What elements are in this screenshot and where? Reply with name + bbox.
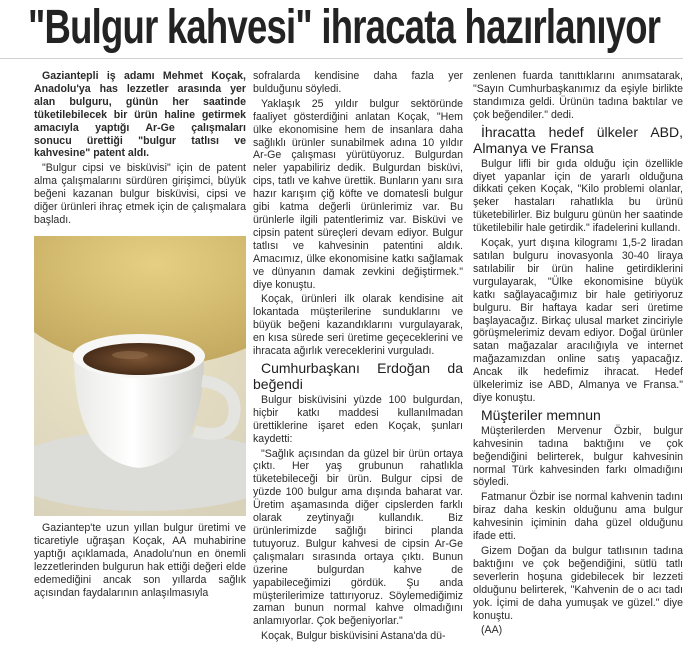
- coffee-surface: [83, 343, 195, 375]
- subheading: Müşteriler memnun: [481, 406, 601, 423]
- headline-banner: [0, 0, 683, 59]
- paragraph: Koçak, ürünleri ilk olarak kendisine ait lokantada müşterilerine sunduklarını ve büyük beğeni kazandıklarını vurgulayarak, en kısa sürede seri üretime geçeceklerini ve ihracata ağırlık vereceklerini vurguladı.: [253, 293, 463, 358]
- paragraph: Koçak, yurt dışına kilogramı 1,5-2 liradan satılan bulguru inovasyonla 30-40 liraya satılabilir bir ürün haline getirdiklerini vurgulayarak, "Ülke ekonomisine büyük katkı sağlayacağımız bir hale getiriyoruz bulguru. Bir haftaya kadar seri üretime başlayacağız. Birkaç ulusal market zinciriyle görüşmelerimiz devam ediyor. Doğal ürünler satan mağazalar aracılığıyla ve internet mağazamızdan online satış yapacağız. Ancak ilk hedefimiz ihracat. Hedef ülkelerimiz ise ABD, Almanya ve Fransa." diye konuştu.: [473, 237, 683, 404]
- paragraph: "Bulgur cipsi ve bisküvisi" için de patent alma çalışmalarını sürdüren girişimci, büyük beğeni kazanan bulgur bisküvisi, cipsi ve diğer ürünleri ihraç etmek için de çalışmalara başladı.: [34, 162, 246, 226]
- paragraph: Bulgur bisküvisini yüzde 100 bulgurdan, hiçbir katkı maddesi kullanılmadan ürettiklerine işaret eden Koçak, şunları kaydetti:: [253, 393, 463, 445]
- subheading: İhracatta hedef ülkeler ABD, Almanya ve Fransa: [473, 123, 683, 156]
- headline-title: "Bulgur kahvesi" ihracata hazırlanıyor: [28, 1, 661, 54]
- paragraph: sofralarda kendisine daha fazla yer bulduğunu söyledi.: [253, 70, 463, 95]
- subheading: Cumhurbaşkanı Erdoğan da beğendi: [253, 359, 463, 392]
- paragraph: Gaziantep'te uzun yıllan bulgur üretimi ve ticaretiyle uğraşan Koçak, AA muhabirine yaptığı açıklamada, Anadolu'nun en önemli lezzetlerinden bulgurun hak ettiği değeri elde edemediğini ancak son yıllarda sağlık açısından faydalarının anlaşılmasıyla: [34, 522, 246, 599]
- paragraph: "Sağlık açısından da güzel bir ürün ortaya çıktı. Her yaş grubunun rahatlıkla tüketebileceği bir ürün. Bulgur cipsi de yüzde 100 bulgur ama dışında baharat var. Üretim aşamasında diğer cipslerden farklı olarak zeytinyağı kullandık. Biz ürünlerimizde sağlığı birinci planda tutuyoruz. Bulgur kahvesi de cipsin Ar-Ge çalışmaları sırasında ortaya çıktı. Bunun üzerine bulgurdan kahve de yapabileceğimizi gördük. Şu anda müşterilerimize tattırıyoruz. Söylemediğimiz zaman bunun normal kahve olmadığını anlamıyorlar. Çok beğeniyorlar.": [253, 447, 463, 628]
- paragraph: Yaklaşık 25 yıldır bulgur sektöründe faaliyet gösterdiğini anlatan Koçak, "Hem ülke ekonomisine hem de insanlara daha sağlıklı ürünler sunabilmek adına 10 yıldır Ar-Ge çalışması yürütüyoruz. Bulgurdan neler yapabiliriz dedik. Bulgurdan bisküvi, cips, tatlı ve kahve ürettik. Bunların yanı sıra hazır karışım çiğ köfte ve domatesli bulgur gibi katma değerli ürünlerimiz var. Bu ürünlerle ilgili patentlerimiz var. Bisküvi ve cipsin patent süreçleri devam ediyor. Bulgur tatlısı ve kahvesinin patentini aldık. Amacımız, ülke ekonomisine katkı sağlamak ve dünyanın damak zevkini değiştirmek." diye konuştu.: [253, 97, 463, 291]
- paragraph: Gizem Doğan da bulgur tatlısının tadına baktığını ve çok beğendiğini, sütlü tatlı severlerin hoşuna gidebilecek bir lezzeti olduğunu belirterek, "Kahvenin de o acı tadı yok. İçimi de daha yumuşak ve güzel." diye konuştu.: [473, 545, 683, 622]
- source-credit: (AA): [481, 624, 503, 637]
- column-1: [34, 70, 246, 229]
- paragraph: Fatmanur Özbir ise normal kahvenin tadını biraz daha keskin olduğunu ama bulgur kahvesinin içiminin daha güzel olduğunu ifade etti.: [473, 491, 683, 543]
- paragraph: Bulgur lifli bir gıda olduğu için özellikle diyet yapanlar için de yararlı olduğuna dikkati çeken Koçak, "Kilo problemi olanlar, şeker hastaları rahatlıkla bu ürünü tüketebilirler. Biz bulguru günün her saatinde tüketilebilir hale getirdik." ifadelerini kullandı.: [473, 157, 683, 235]
- column-3: [473, 70, 683, 639]
- coffee-cup-image: [34, 236, 246, 516]
- column-1-bottom: [34, 522, 246, 601]
- coffee-photo: [34, 236, 246, 516]
- paragraph: Koçak, Bulgur bisküvisini Astana'da dü-: [261, 630, 446, 643]
- column-2: [253, 70, 463, 645]
- lead-paragraph: Gaziantepli iş adamı Mehmet Koçak, Anadolu'ya has lezzetler arasında yer alan bulguru, günün her saatinde tüketilebilecek bir ürün haline getirmek amacıyla yaptığı Ar-Ge çalışmaları sonucu ürettiği "bulgur tatlısı ve kahvesine" patent aldı.: [34, 70, 246, 160]
- paragraph: zenlenen fuarda tanıttıklarını anımsatarak, "Sayın Cumhurbaşkanımız da eşiyle birlikte standımıza geldi. Ürünün tadına baktılar ve çok beğendiler." dedi.: [473, 70, 683, 121]
- paragraph: Müşterilerden Mervenur Özbir, bulgur kahvesinin tadına baktığını ve çok beğendiğini belirterek, bulgur kahvesinin normal Türk kahvesinden farkı olmadığını söyledi.: [473, 424, 683, 489]
